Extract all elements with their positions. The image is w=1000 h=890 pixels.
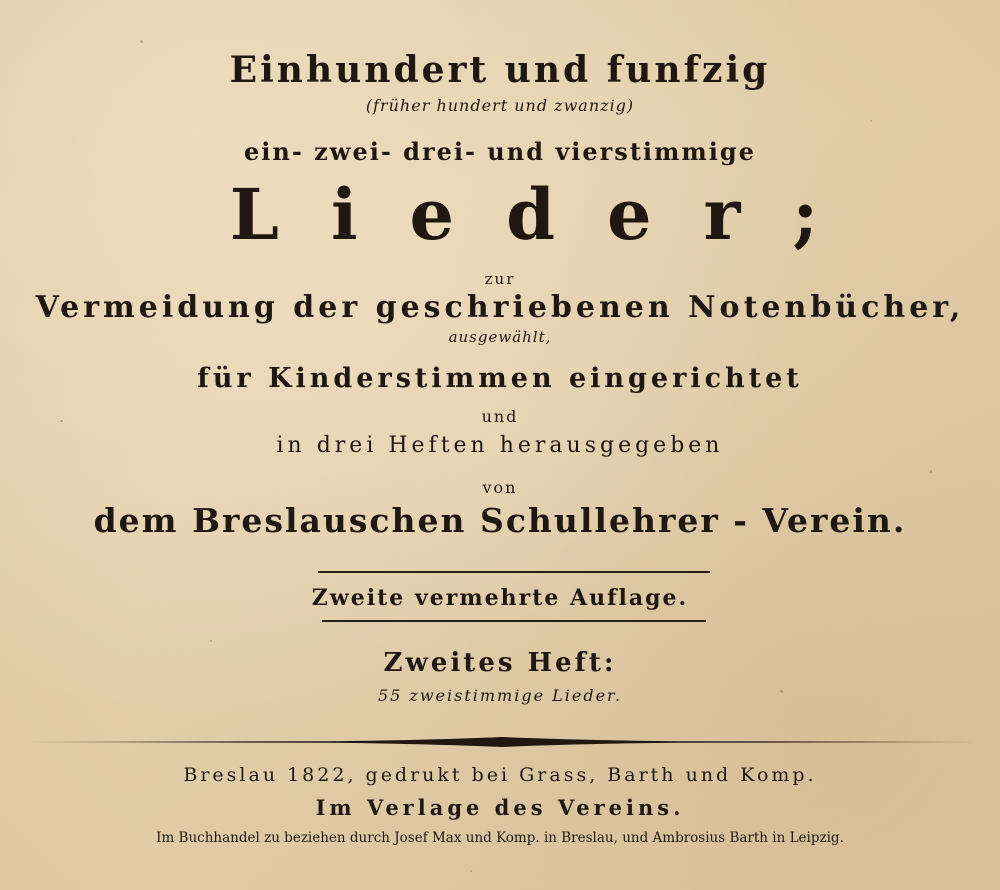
- voices-line: ein- zwei- drei- und vierstimmige: [244, 137, 756, 166]
- title-note: (früher hundert und zwanzig): [365, 96, 635, 115]
- ausgewaehlt-line: ausgewählt,: [448, 328, 552, 346]
- paper-speck: [210, 640, 212, 642]
- von-line: von: [482, 478, 518, 497]
- volume-line: Zweites Heft:: [383, 648, 617, 678]
- buchhandel-line: Im Buchhandel zu beziehen durch Josef Max und Komp. in Breslau, und Ambrosius Barth in Leipzig.: [156, 830, 844, 846]
- und-line: und: [481, 407, 519, 426]
- purpose-line: Vermeidung der geschriebenen Notenbücher,: [35, 290, 965, 325]
- verlag-line: Im Verlage des Vereins.: [315, 795, 685, 820]
- edition-rule-top: [318, 571, 710, 573]
- publisher-line: dem Breslauschen Schullehrer - Verein.: [93, 501, 907, 540]
- volume-contents-line: 55 zweistimmige Lieder.: [377, 686, 623, 705]
- edition-line: Zweite vermehrte Auflage.: [311, 585, 689, 611]
- ornamental-rule: [28, 735, 976, 749]
- main-word: Lieder;: [229, 173, 871, 256]
- heften-line: in drei Heften herausgegeben: [276, 433, 724, 458]
- paper-speck: [930, 470, 932, 473]
- edition-rule-bottom: [322, 620, 706, 622]
- paper-speck: [870, 120, 872, 122]
- children-line: für Kinderstimmen eingerichtet: [197, 363, 803, 394]
- paper-speck: [470, 870, 472, 872]
- zur-line: zur: [484, 270, 516, 288]
- imprint-line: Breslau 1822, gedrukt bei Grass, Barth und Komp.: [183, 764, 817, 786]
- paper-speck: [140, 40, 143, 43]
- book-title: Einhundert und funfzig: [229, 49, 771, 91]
